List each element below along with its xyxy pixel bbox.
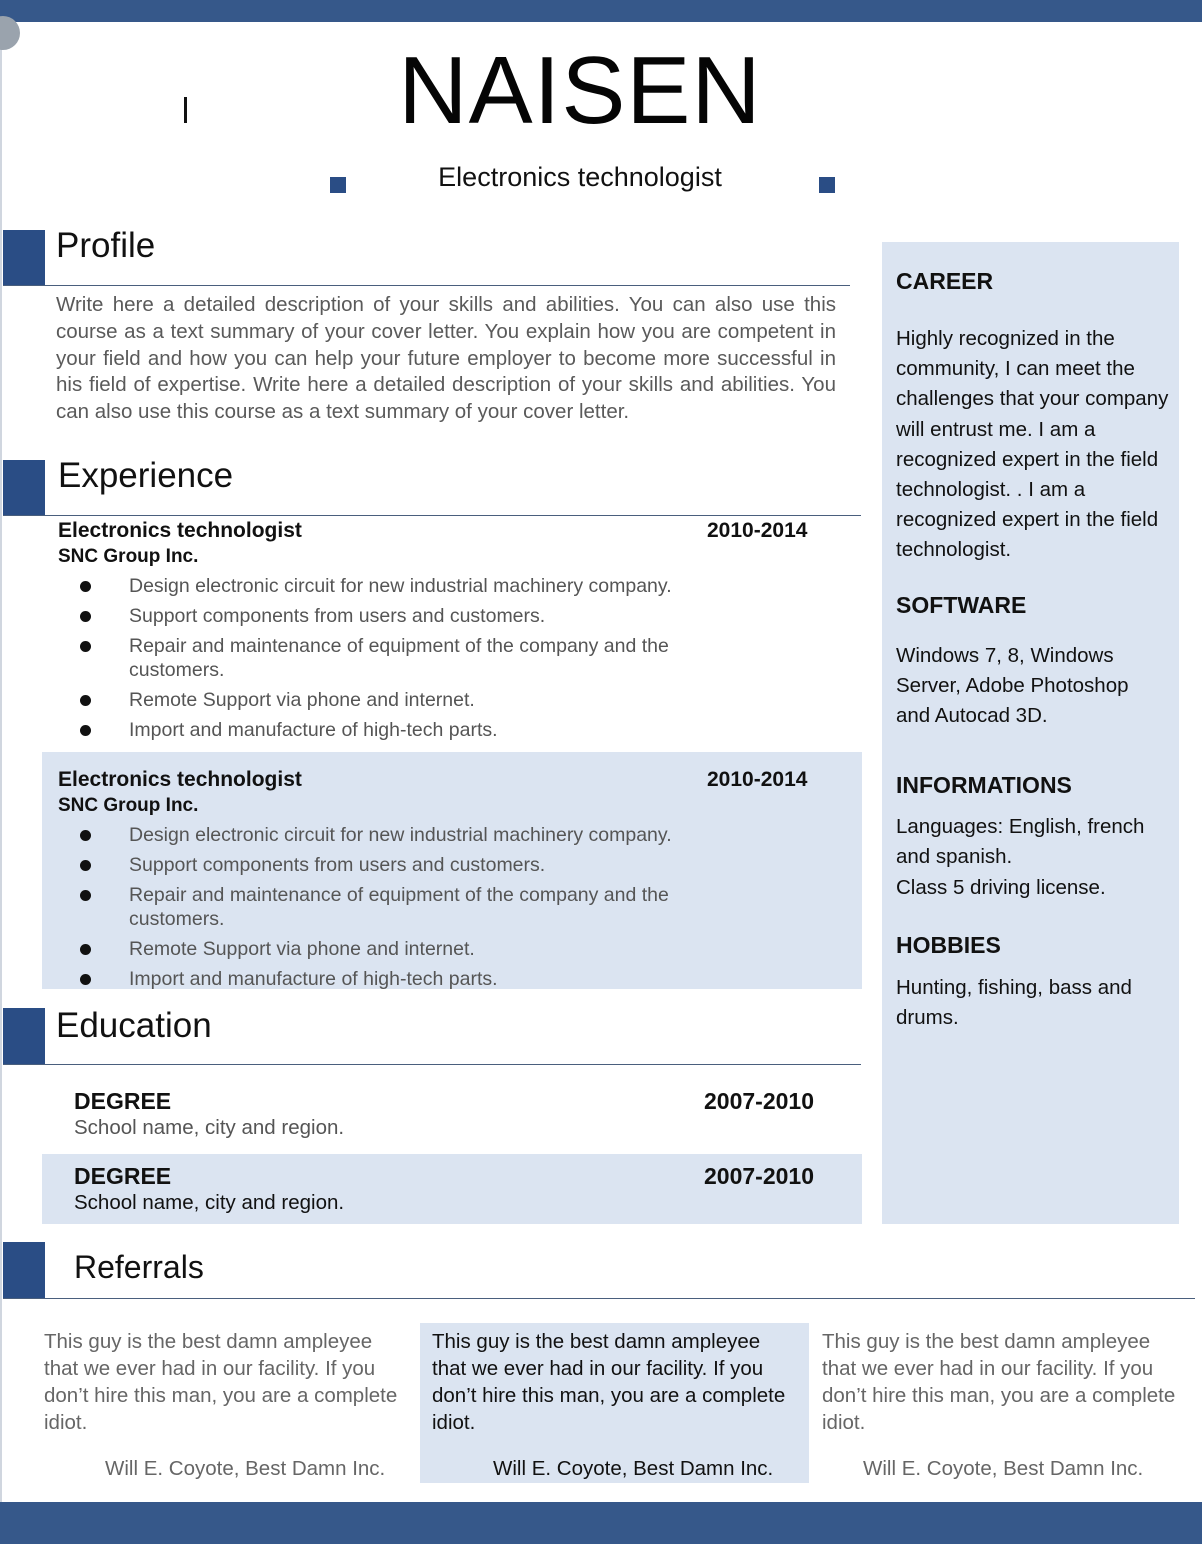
bullet-icon [80, 944, 91, 955]
section-title-referrals: Referrals [74, 1249, 204, 1285]
section-marker-education [3, 1008, 45, 1064]
job-bullet: Support components from users and customers. [129, 854, 546, 876]
top-color-bar [0, 0, 1202, 22]
bullet-icon [80, 860, 91, 871]
referral-signature: Will E. Coyote, Best Damn Inc. [863, 1457, 1144, 1480]
degree-years: 2007-2010 [704, 1163, 814, 1189]
job-years: 2010-2014 [707, 519, 808, 542]
section-marker-profile [3, 230, 45, 286]
bottom-color-bar [0, 1502, 1202, 1544]
bullet-icon [80, 581, 91, 592]
decorative-square-right [819, 177, 835, 193]
section-title-education: Education [56, 1006, 212, 1045]
bullet-icon [80, 890, 91, 901]
job-bullet: Repair and maintenance of equipment of the company and the customers. [129, 635, 669, 681]
sidebar-informations-license: Class 5 driving license. [896, 876, 1106, 899]
school-name: School name, city and region. [74, 1116, 345, 1139]
sidebar-heading-software: SOFTWARE [896, 592, 1027, 618]
school-name: School name, city and region. [74, 1191, 345, 1214]
section-marker-experience [3, 460, 45, 516]
referral-quote: This guy is the best damn ampleyee that we ever had in our facility. If you don’t hire this man, you are a complete idiot. [44, 1330, 398, 1434]
sidebar-hobbies-text: Hunting, fishing, bass and drums. [896, 976, 1132, 1030]
job-company: SNC Group Inc. [58, 795, 199, 816]
job-bullet: Remote Support via phone and internet. [129, 689, 475, 711]
job-bullet: Support components from users and customers. [129, 605, 546, 627]
degree-name: DEGREE [74, 1088, 172, 1114]
job-bullet: Import and manufacture of high-tech parts. [129, 719, 498, 741]
sidebar-software-text: Windows 7, 8, Windows Server, Adobe Photoshop and Autocad 3D. [896, 644, 1129, 728]
section-rule-experience [3, 515, 861, 516]
bullet-icon [80, 725, 91, 736]
section-marker-referrals [3, 1242, 45, 1298]
profile-text: Write here a detailed description of your skills and abilities. You can also use this course as a text summary of your cover letter. You explain how you are competent in your field and how you can help your future employer to become more successful in his field of expertise. Write here a detailed description of your skills and abilities. You can also use this course as a text summary of your cover letter. [56, 293, 836, 424]
referral-quote: This guy is the best damn ampleyee that we ever had in our facility. If you don’t hire this man, you are a complete idiot. [432, 1330, 786, 1434]
referral-signature: Will E. Coyote, Best Damn Inc. [493, 1457, 774, 1480]
job-years: 2010-2014 [707, 768, 808, 791]
page-edge [0, 22, 2, 1502]
sidebar-heading-informations: INFORMATIONS [896, 772, 1072, 798]
candidate-name: NAISEN [398, 37, 762, 144]
bullet-icon [80, 974, 91, 985]
bullet-icon [80, 641, 91, 652]
job-title: Electronics technologist [58, 768, 302, 791]
candidate-subtitle: Electronics technologist [438, 162, 722, 192]
section-rule-education [3, 1064, 861, 1065]
referral-signature: Will E. Coyote, Best Damn Inc. [105, 1457, 386, 1480]
referral-quote: This guy is the best damn ampleyee that we ever had in our facility. If you don’t hire this man, you are a complete idiot. [822, 1330, 1176, 1434]
bullet-icon [80, 611, 91, 622]
degree-name: DEGREE [74, 1163, 172, 1189]
job-bullet: Remote Support via phone and internet. [129, 938, 475, 960]
job-bullet: Repair and maintenance of equipment of the company and the customers. [129, 884, 669, 930]
job-company: SNC Group Inc. [58, 546, 199, 567]
bullet-icon [80, 830, 91, 841]
job-bullet: Design electronic circuit for new industrial machinery company. [129, 575, 672, 597]
bullet-icon [80, 695, 91, 706]
section-title-experience: Experience [58, 456, 234, 495]
sidebar-informations-languages: Languages: English, french and spanish. [896, 815, 1145, 869]
job-bullet: Import and manufacture of high-tech parts. [129, 968, 498, 990]
degree-years: 2007-2010 [704, 1088, 814, 1114]
section-rule-referrals [3, 1298, 1195, 1299]
job-bullet: Design electronic circuit for new industrial machinery company. [129, 824, 672, 846]
sidebar-career-text: Highly recognized in the community, I can meet the challenges that your company will entrust me. I am a recognized expert in the field technologist. . I am a recognized expert in the field technologist. [896, 327, 1169, 562]
job-title: Electronics technologist [58, 519, 302, 542]
sidebar-heading-career: CAREER [896, 268, 994, 294]
section-rule-profile [3, 285, 850, 286]
sidebar-heading-hobbies: HOBBIES [896, 932, 1001, 958]
section-title-profile: Profile [56, 226, 156, 265]
